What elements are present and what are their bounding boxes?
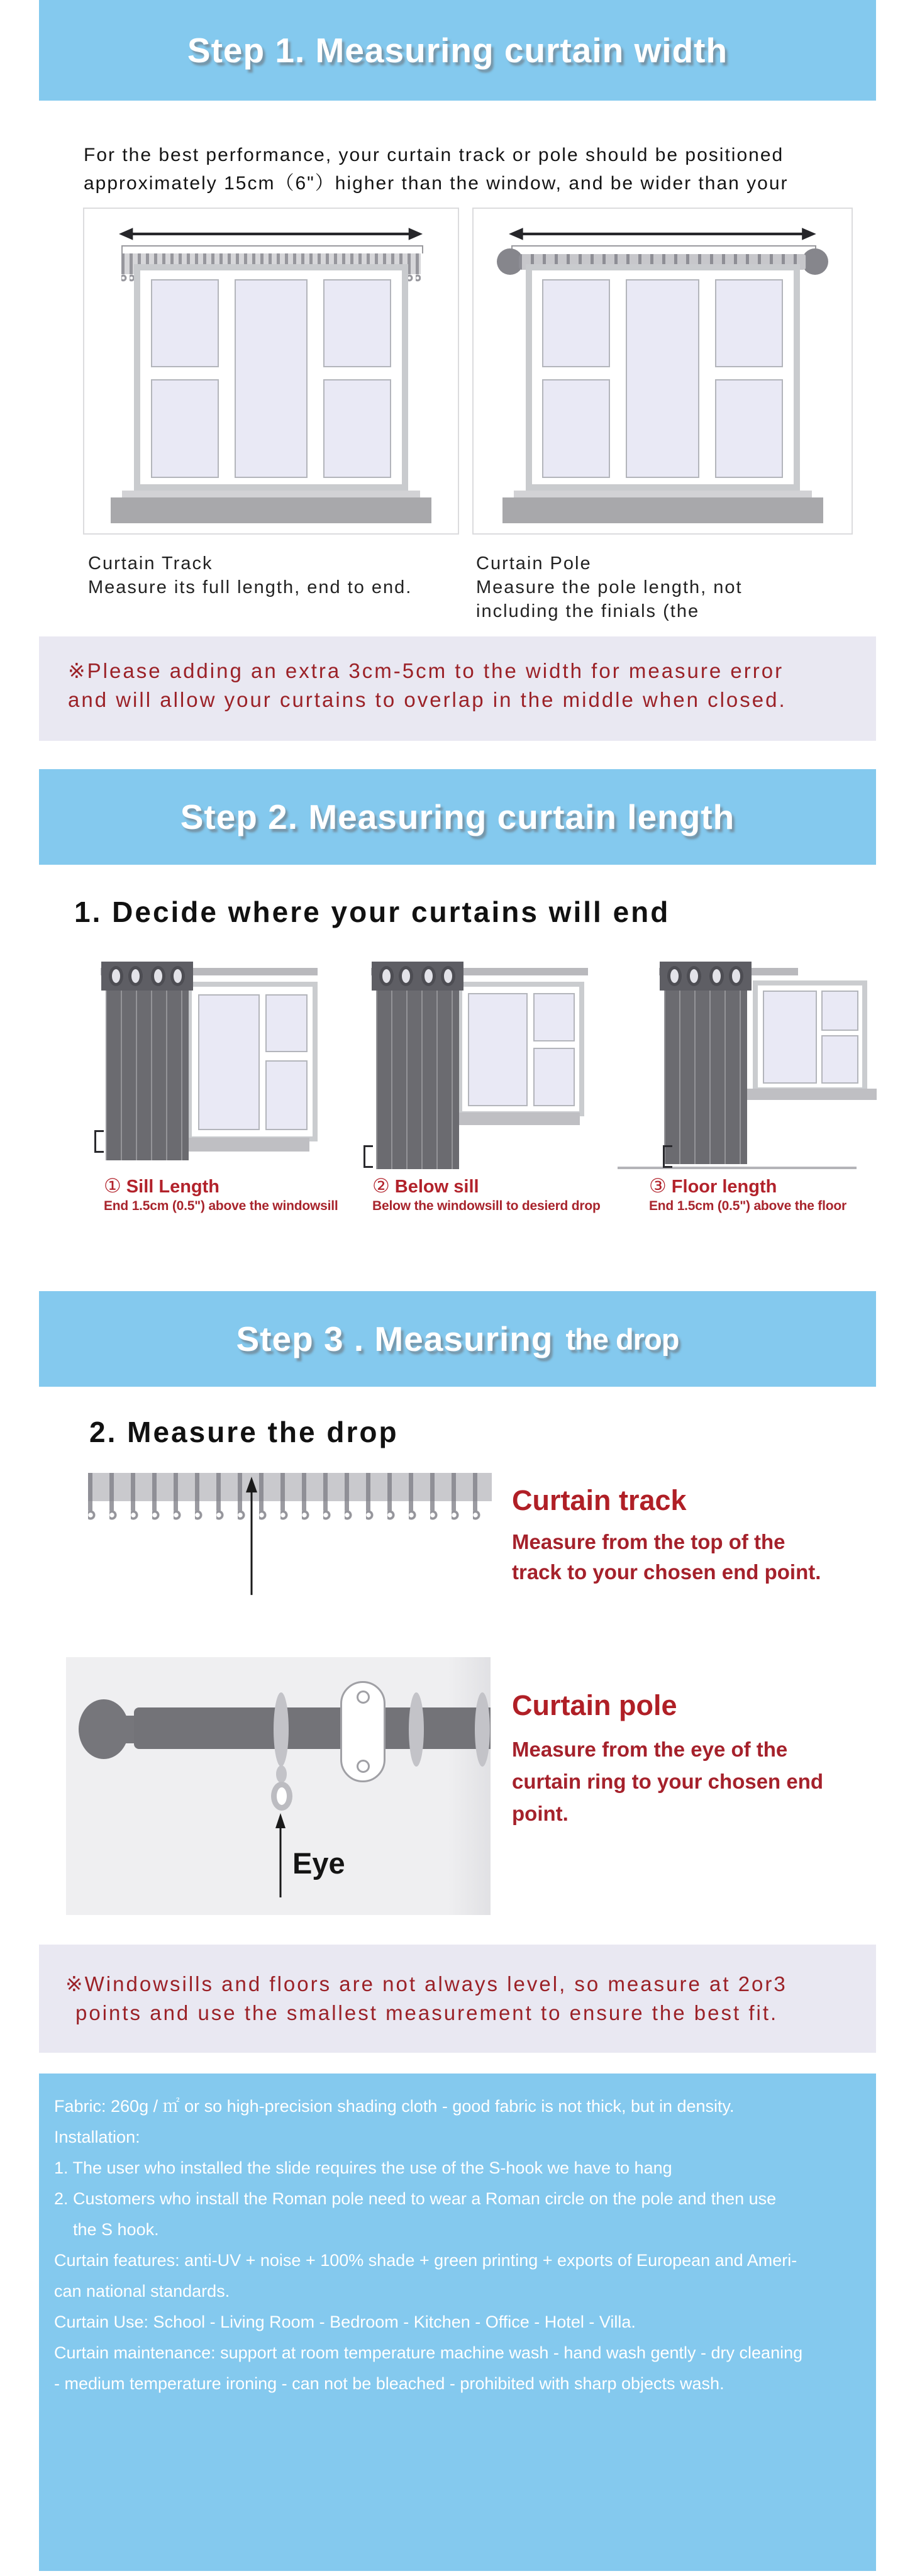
detail-line: 1. The user who installed the slide requires the use of the S-hook we have to hang <box>54 2158 672 2177</box>
window-pane <box>715 279 783 367</box>
window-sill-base <box>502 497 823 523</box>
curtain-ring <box>409 1692 424 1767</box>
detail-line: 2. Customers who install the Roman pole need to wear a Roman circle on the pole and then use <box>54 2189 777 2208</box>
curtain-pole-label-body-1: Measure the pole length, not <box>476 577 743 597</box>
pole-bar <box>134 1707 491 1749</box>
grommet-icon <box>151 966 165 986</box>
curtain-ring <box>475 1692 490 1767</box>
window-pane <box>542 379 610 478</box>
curtain-track-label-title: Curtain Track <box>88 553 213 574</box>
window-illustration <box>753 980 867 1092</box>
window-pane <box>265 1060 308 1130</box>
step1-intro <box>84 141 789 197</box>
grommet-icon <box>421 966 436 986</box>
option2-caption: Below the windowsill to desierd drop <box>372 1199 601 1213</box>
grommet-icon <box>379 966 394 986</box>
floor-length-illustration <box>659 959 876 1176</box>
window-pane <box>151 379 219 478</box>
option2-title: ② Below sill <box>372 1175 479 1197</box>
curtain-track-hooks <box>88 1501 492 1511</box>
curtain-graphic <box>376 962 459 1169</box>
window-pane <box>151 279 219 367</box>
curtain-ring <box>274 1692 289 1767</box>
window-sill-base <box>111 497 431 523</box>
level-note-line-2: points and use the smallest measurement to ensure the best fit. <box>75 2001 779 2024</box>
curtain-track-instructions: Measure from the top of the track to your chosen end point. <box>512 1530 821 1584</box>
pole-finial <box>79 1699 129 1759</box>
detail-line: Curtain maintenance: support at room temperature machine wash - hand wash gently - dry cleaning <box>54 2343 803 2362</box>
step3-banner-title: Step 3 . Measuring <box>236 1319 553 1358</box>
intro-line-2: approximately 15cm（6"）higher than the window, and be wider than your <box>84 173 789 194</box>
curtain-track-title: Curtain track <box>512 1484 687 1516</box>
detail-line: Curtain features: anti-UV + noise + 100% shade + green printing + exports of European and Ameri- <box>54 2251 797 2270</box>
ring-eye <box>271 1782 292 1811</box>
window-pane <box>763 991 816 1084</box>
detail-line: the S hook. <box>73 2220 159 2239</box>
drop-arrow-icon <box>242 1475 261 1597</box>
window-pane <box>468 993 528 1106</box>
option3-caption: End 1.5cm (0.5") above the floor <box>649 1199 846 1213</box>
curtain-track-diagram <box>83 208 459 535</box>
measure-bracket-mark <box>94 1130 104 1153</box>
measure-bracket-mark <box>363 1145 373 1168</box>
grommet-icon <box>709 966 724 986</box>
curtain-pole-label-body-2: including the finials (the <box>476 601 700 621</box>
step1-banner-title: Step 1. Measuring curtain width <box>187 31 728 70</box>
intro-line-1: For the best performance, your curtain track or pole should be positioned <box>84 145 784 165</box>
width-arrow-icon <box>118 225 424 243</box>
track-measure-line <box>121 245 423 253</box>
option3-number: ③ <box>649 1175 667 1197</box>
bracket-screw-hole <box>357 1760 370 1773</box>
curtain-track-graphic <box>88 1473 492 1501</box>
window-pane <box>235 279 308 479</box>
below-sill-illustration <box>371 959 588 1176</box>
option2-number: ② <box>372 1175 390 1197</box>
curtain-pole-photo <box>66 1657 491 1915</box>
ring-link <box>276 1765 287 1783</box>
sill-length-illustration <box>101 959 318 1176</box>
floor-line <box>618 1167 857 1169</box>
grommet-icon <box>667 966 682 986</box>
product-details <box>39 2074 876 2571</box>
bracket-screw-hole <box>357 1690 370 1704</box>
option1-title: ① Sill Length <box>104 1175 220 1197</box>
eye-arrow-icon <box>271 1812 290 1900</box>
step3-banner <box>39 1291 876 1387</box>
window-sill <box>514 491 812 497</box>
window-pane <box>542 279 610 367</box>
grommet-icon <box>128 966 143 986</box>
grommet-icon <box>729 966 743 986</box>
curtain-track-label-body: Measure its full length, end to end. <box>88 577 413 597</box>
option1-caption: End 1.5cm (0.5") above the windowsill <box>104 1199 338 1213</box>
window-pane <box>323 279 391 367</box>
detail-line: Fabric: 260g / ㎡ or so high-precision shading cloth - good fabric is not thick, but in density. <box>54 2097 735 2116</box>
step2-banner <box>39 769 876 865</box>
curtain-pole-label-title: Curtain Pole <box>476 553 592 574</box>
option1-number: ① <box>104 1175 121 1197</box>
step1-banner <box>39 0 876 101</box>
step2-banner-title: Step 2. Measuring curtain length <box>180 797 735 836</box>
curtain-track-glider-loops <box>88 1511 492 1520</box>
pole-measure-line <box>511 245 816 253</box>
step3-banner-subtitle: the drop <box>565 1322 679 1356</box>
detail-line: Curtain Use: School - Living Room - Bedroom - Kitchen - Office - Hotel - Villa. <box>54 2312 636 2331</box>
pole-bracket <box>340 1681 386 1782</box>
window-illustration <box>187 982 318 1141</box>
grommet-icon <box>441 966 455 986</box>
window-pane <box>821 1035 858 1084</box>
width-note-line-1: ※Please adding an extra 3cm-5cm to the width for measure error <box>68 659 784 682</box>
detail-line: - medium temperature ironing - can not be bleached - prohibited with sharp objects wash. <box>54 2374 724 2393</box>
step3-heading: 2. Measure the drop <box>89 1416 399 1448</box>
grommet-icon <box>109 966 123 986</box>
width-note-line-2: and will allow your curtains to overlap in the middle when closed. <box>68 688 787 711</box>
width-arrow-icon <box>508 225 818 243</box>
window-pane <box>533 993 574 1041</box>
window-pane <box>715 379 783 478</box>
curtain-pole-instructions: Measure from the eye of the curtain ring to your chosen end point. <box>512 1738 824 1825</box>
window-pane <box>533 1048 574 1106</box>
curtain-pole-title: Curtain pole <box>512 1689 677 1721</box>
grommet-icon <box>399 966 413 986</box>
grommet-icon <box>687 966 701 986</box>
window-illustration <box>526 264 800 491</box>
level-note-line-1: ※Windowsills and floors are not always level, so measure at 2or3 <box>65 1972 787 1996</box>
window-pane <box>821 991 858 1031</box>
level-note <box>39 1945 876 2053</box>
grommet-icon <box>170 966 185 986</box>
detail-line: Installation: <box>54 2128 140 2146</box>
window-illustration <box>457 982 584 1116</box>
window-pane <box>198 994 260 1130</box>
window-illustration <box>134 264 408 491</box>
curtain-pole-diagram <box>472 208 853 535</box>
eye-label: Eye <box>292 1846 345 1880</box>
curtain-graphic <box>106 962 189 1160</box>
window-pane <box>626 279 699 479</box>
window-pane <box>265 994 308 1052</box>
option3-title: ③ Floor length <box>649 1175 777 1197</box>
width-note <box>39 636 876 741</box>
window-pane <box>323 379 391 478</box>
curtain-graphic <box>664 962 747 1164</box>
detail-line: can national standards. <box>54 2282 230 2301</box>
measure-bracket-mark <box>663 1145 672 1168</box>
step2-heading: 1. Decide where your curtains will end <box>74 896 670 928</box>
window-sill <box>122 491 420 497</box>
